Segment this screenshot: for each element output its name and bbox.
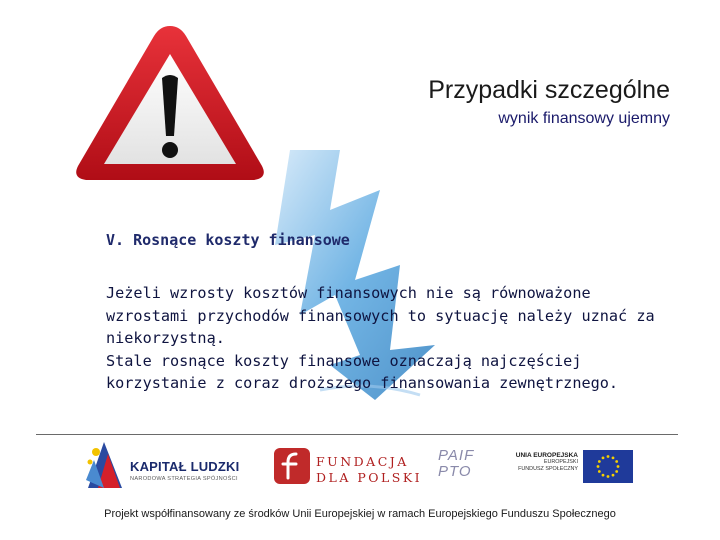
eu-star — [615, 460, 618, 463]
kapital-ludzki-logo — [130, 459, 239, 482]
body-text — [106, 282, 666, 395]
eu-star — [602, 474, 605, 477]
eu-star — [612, 474, 615, 477]
eu-star — [602, 456, 605, 459]
eu-line-2: FUNDUSZ SPOŁECZNY — [518, 466, 578, 472]
eu-star — [615, 470, 618, 473]
fundacja-logo-icon — [274, 448, 310, 484]
paif-line-2: PTO — [438, 463, 472, 480]
fundacja-line-1: FUNDACJA — [316, 454, 409, 469]
slide-subtitle: wynik finansowy ujemny — [498, 110, 670, 127]
warning-triangle-icon — [70, 20, 270, 185]
eu-star — [598, 470, 601, 473]
kapital-ludzki-name: KAPITAŁ LUDZKI — [130, 459, 240, 474]
paif-logo — [438, 448, 474, 480]
footer-text: Projekt współfinansowany ze środków Unii Europejskiej w ramach Europejskiego Funduszu Społecznego — [104, 508, 616, 520]
footer-divider — [36, 434, 678, 435]
eu-star — [607, 475, 610, 478]
paif-line-1: PAIF — [438, 447, 475, 464]
eu-star — [607, 455, 610, 458]
eu-star — [617, 465, 620, 468]
eu-star — [612, 456, 615, 459]
paragraph-2: Stale rosnące koszty finansowe oznaczają najczęściej korzystanie z coraz droższego finansowania zewnętrznego. — [106, 351, 619, 392]
eu-flag-icon — [583, 450, 633, 483]
eu-line-1: EUROPEJSKI — [543, 459, 578, 465]
paragraph-1: Jeżeli wzrosty kosztów finansowych nie są równoważone wzrostami przychodów finansowych to sytuację należy uznać za niekorzystną. — [106, 284, 655, 347]
fundacja-line-2: DLA POLSKI — [316, 470, 423, 485]
eu-star — [597, 465, 600, 468]
eu-title: UNIA EUROPEJSKA — [515, 452, 578, 459]
slide-title: Przypadki szczególne — [428, 76, 670, 104]
fundacja-logo — [316, 454, 422, 486]
section-heading: V. Rosnące koszty finansowe — [106, 231, 350, 249]
kapital-ludzki-tagline: NARODOWA STRATEGIA SPÓJNOŚCI — [130, 476, 238, 482]
eu-star — [598, 460, 601, 463]
kapital-ludzki-logo-icon — [84, 440, 126, 490]
eu-logo-text — [510, 452, 578, 473]
